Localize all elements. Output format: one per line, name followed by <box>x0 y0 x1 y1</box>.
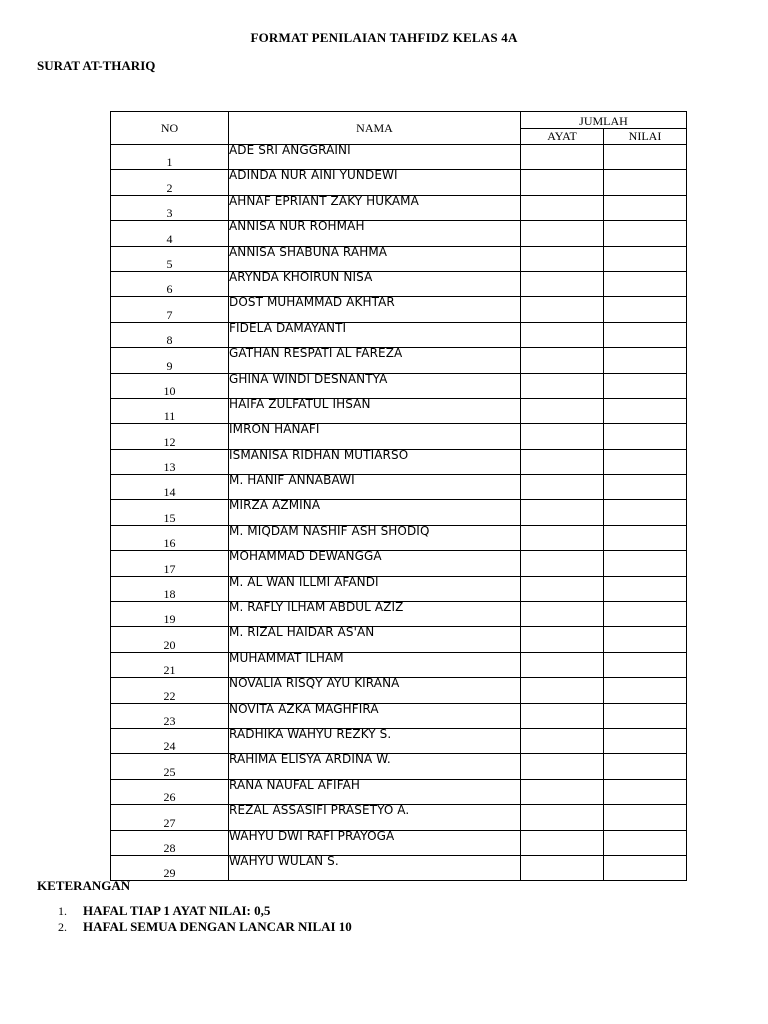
ayat-cell[interactable] <box>521 728 604 753</box>
nilai-cell[interactable] <box>604 576 687 601</box>
list-item <box>58 903 352 919</box>
row-number: 14 <box>111 475 229 500</box>
student-name-cell <box>229 728 521 753</box>
student-name: M. AL WAN ILLMI AFANDI <box>229 574 379 589</box>
nilai-cell[interactable] <box>604 602 687 627</box>
ayat-cell[interactable] <box>521 779 604 804</box>
student-name: HAIFA ZULFATUL IHSAN <box>229 396 371 411</box>
keterangan-label: KETERANGAN <box>37 878 131 893</box>
nilai-cell[interactable] <box>604 525 687 550</box>
ayat-cell[interactable] <box>521 602 604 627</box>
ayat-cell[interactable] <box>521 195 604 220</box>
ayat-cell[interactable] <box>521 221 604 246</box>
row-number: 18 <box>111 576 229 601</box>
list-item-text: HAFAL SEMUA DENGAN LANCAR NILAI 10 <box>83 919 352 934</box>
row-number: 7 <box>111 297 229 322</box>
student-name-cell <box>229 170 521 195</box>
ayat-cell[interactable] <box>521 830 604 855</box>
table-row <box>111 805 687 830</box>
table-row <box>111 424 687 449</box>
row-number: 15 <box>111 500 229 525</box>
student-name: NOVALIA RISQY AYU KIRANA <box>229 676 400 691</box>
row-number: 17 <box>111 551 229 576</box>
ayat-cell[interactable] <box>521 703 604 728</box>
table-row <box>111 221 687 246</box>
table-row <box>111 779 687 804</box>
ayat-cell[interactable] <box>521 678 604 703</box>
student-name-cell <box>229 602 521 627</box>
row-number: 23 <box>111 703 229 728</box>
student-name-cell <box>229 348 521 373</box>
student-name-cell <box>229 779 521 804</box>
ayat-cell[interactable] <box>521 475 604 500</box>
row-number: 16 <box>111 525 229 550</box>
student-name: GHINA WINDI DESNANTYA <box>229 371 388 386</box>
student-name-cell <box>229 449 521 474</box>
table-row <box>111 475 687 500</box>
nilai-cell[interactable] <box>604 475 687 500</box>
student-name: RAHIMA ELISYA ARDINA W. <box>229 752 391 767</box>
student-name: M. MIQDAM NASHIF ASH SHODIQ <box>229 523 430 538</box>
row-number: 28 <box>111 830 229 855</box>
student-name: NOVITA AZKA MAGHFIRA <box>229 701 379 716</box>
student-name: IMRON HANAFI <box>229 422 320 437</box>
header-no: NO <box>111 112 229 145</box>
ayat-cell[interactable] <box>521 500 604 525</box>
assessment-table <box>110 111 687 881</box>
row-number: 29 <box>111 855 229 880</box>
row-number: 22 <box>111 678 229 703</box>
student-name: ADE SRI ANGGRAINI <box>229 143 351 157</box>
document-title: FORMAT PENILAIAN TAHFIDZ KELAS 4A <box>250 30 518 45</box>
nilai-cell[interactable] <box>604 170 687 195</box>
ayat-cell[interactable] <box>521 855 604 880</box>
table-row <box>111 322 687 347</box>
table-row <box>111 602 687 627</box>
student-name: MIRZA AZMINA <box>229 498 321 513</box>
ayat-cell[interactable] <box>521 373 604 398</box>
table-row <box>111 271 687 296</box>
nilai-cell[interactable] <box>604 855 687 880</box>
table-row <box>111 830 687 855</box>
student-name-cell <box>229 373 521 398</box>
row-number: 27 <box>111 805 229 830</box>
row-number: 1 <box>111 145 229 170</box>
student-name: RADHIKA WAHYU REZKY S. <box>229 726 392 741</box>
student-name-cell <box>229 652 521 677</box>
ayat-cell[interactable] <box>521 322 604 347</box>
table-row <box>111 652 687 677</box>
header-nama: NAMA <box>229 112 521 145</box>
list-item-text: HAFAL TIAP 1 AYAT NILAI: 0,5 <box>83 903 271 918</box>
student-name: ISMANISA RIDHAN MUTIARSO <box>229 447 409 462</box>
table-row <box>111 728 687 753</box>
student-name: M. RAFLY ILHAM ABDUL AZIZ <box>229 600 404 615</box>
student-name: DOST MUHAMMAD AKHTAR <box>229 295 395 310</box>
ayat-cell[interactable] <box>521 348 604 373</box>
student-name-cell <box>229 855 521 880</box>
student-name-cell <box>229 576 521 601</box>
table-row <box>111 145 687 170</box>
row-number: 13 <box>111 449 229 474</box>
student-name: MUHAMMAT ILHAM <box>229 650 344 665</box>
student-name: AHNAF EPRIANT ZAKY HUKAMA <box>229 193 419 208</box>
student-name: MOHAMMAD DEWANGGA <box>229 549 382 564</box>
list-item <box>58 919 352 935</box>
row-number: 6 <box>111 271 229 296</box>
student-name-cell <box>229 297 521 322</box>
table-row <box>111 170 687 195</box>
nilai-cell[interactable] <box>604 373 687 398</box>
nilai-cell[interactable] <box>604 627 687 652</box>
student-name-cell <box>229 805 521 830</box>
table-row <box>111 551 687 576</box>
table-row <box>111 525 687 550</box>
nilai-cell[interactable] <box>604 779 687 804</box>
student-name: GATHAN RESPATI AL FAREZA <box>229 346 403 361</box>
ayat-cell[interactable] <box>521 754 604 779</box>
table-row <box>111 627 687 652</box>
nilai-cell[interactable] <box>604 221 687 246</box>
table-row <box>111 576 687 601</box>
nilai-cell[interactable] <box>604 449 687 474</box>
table-row <box>111 297 687 322</box>
ayat-cell[interactable] <box>521 424 604 449</box>
student-name-cell <box>229 246 521 271</box>
student-name-cell <box>229 424 521 449</box>
row-number: 10 <box>111 373 229 398</box>
table-row <box>111 246 687 271</box>
row-number: 26 <box>111 779 229 804</box>
nilai-cell[interactable] <box>604 754 687 779</box>
student-name: ANNISA NUR ROHMAH <box>229 219 365 234</box>
row-number: 20 <box>111 627 229 652</box>
row-number: 24 <box>111 728 229 753</box>
row-number: 9 <box>111 348 229 373</box>
student-name-cell <box>229 475 521 500</box>
ayat-cell[interactable] <box>521 246 604 271</box>
nilai-cell[interactable] <box>604 398 687 423</box>
student-name-cell <box>229 627 521 652</box>
student-name: M. RIZAL HAIDAR AS'AN <box>229 625 375 640</box>
student-name: WAHYU DWI RAFI PRAYOGA <box>229 828 395 843</box>
student-name: WAHYU WULAN S. <box>229 853 339 868</box>
table-row <box>111 195 687 220</box>
nilai-cell[interactable] <box>604 145 687 170</box>
ayat-cell[interactable] <box>521 551 604 576</box>
student-name: M. HANIF ANNABAWI <box>229 473 355 488</box>
ayat-cell[interactable] <box>521 145 604 170</box>
nilai-cell[interactable] <box>604 678 687 703</box>
student-name: RANA NAUFAL AFIFAH <box>229 777 361 792</box>
header-nilai: NILAI <box>604 129 687 145</box>
row-number: 3 <box>111 195 229 220</box>
ayat-cell[interactable] <box>521 652 604 677</box>
nilai-cell[interactable] <box>604 297 687 322</box>
ayat-cell[interactable] <box>521 627 604 652</box>
ayat-cell[interactable] <box>521 576 604 601</box>
nilai-cell[interactable] <box>604 195 687 220</box>
ayat-cell[interactable] <box>521 398 604 423</box>
student-name: FIDELA DAMAYANTI <box>229 320 347 335</box>
student-name-cell <box>229 195 521 220</box>
table-row <box>111 678 687 703</box>
nilai-cell[interactable] <box>604 728 687 753</box>
row-number: 11 <box>111 398 229 423</box>
ayat-cell[interactable] <box>521 271 604 296</box>
nilai-cell[interactable] <box>604 246 687 271</box>
nilai-cell[interactable] <box>604 500 687 525</box>
row-number: 4 <box>111 221 229 246</box>
student-name-cell <box>229 145 521 170</box>
row-number: 25 <box>111 754 229 779</box>
list-item-number: 1. <box>58 904 67 918</box>
student-name-cell <box>229 221 521 246</box>
ayat-cell[interactable] <box>521 449 604 474</box>
student-name: ARYNDA KHOIRUN NISA <box>229 269 373 284</box>
student-name: ADINDA NUR AINI YUNDEWI <box>229 168 398 183</box>
nilai-cell[interactable] <box>604 551 687 576</box>
nilai-cell[interactable] <box>604 424 687 449</box>
nilai-cell[interactable] <box>604 830 687 855</box>
header-ayat: AYAT <box>521 129 604 145</box>
table-row <box>111 500 687 525</box>
header-jumlah: JUMLAH <box>521 112 687 129</box>
table-body <box>111 145 687 881</box>
student-name-cell <box>229 322 521 347</box>
nilai-cell[interactable] <box>604 322 687 347</box>
nilai-cell[interactable] <box>604 805 687 830</box>
nilai-cell[interactable] <box>604 271 687 296</box>
table-row <box>111 373 687 398</box>
row-number: 12 <box>111 424 229 449</box>
ayat-cell[interactable] <box>521 805 604 830</box>
ayat-cell[interactable] <box>521 297 604 322</box>
row-number: 21 <box>111 652 229 677</box>
nilai-cell[interactable] <box>604 348 687 373</box>
student-name-cell <box>229 754 521 779</box>
keterangan-list <box>58 903 352 935</box>
nilai-cell[interactable] <box>604 652 687 677</box>
student-name-cell <box>229 551 521 576</box>
table-row <box>111 449 687 474</box>
row-number: 2 <box>111 170 229 195</box>
table-row <box>111 754 687 779</box>
student-name-cell <box>229 830 521 855</box>
ayat-cell[interactable] <box>521 170 604 195</box>
student-name: ANNISA SHABUNA RAHMA <box>229 244 388 259</box>
student-name-cell <box>229 500 521 525</box>
student-name-cell <box>229 271 521 296</box>
row-number: 5 <box>111 246 229 271</box>
table-row <box>111 703 687 728</box>
row-number: 19 <box>111 602 229 627</box>
student-name-cell <box>229 703 521 728</box>
row-number: 8 <box>111 322 229 347</box>
student-name: REZAL ASSASIFI PRASETYO A. <box>229 803 410 818</box>
ayat-cell[interactable] <box>521 525 604 550</box>
table-row <box>111 855 687 880</box>
nilai-cell[interactable] <box>604 703 687 728</box>
table-row <box>111 348 687 373</box>
student-name-cell <box>229 398 521 423</box>
surat-label: SURAT AT-THARIQ <box>37 58 156 73</box>
list-item-number: 2. <box>58 920 67 934</box>
table-row <box>111 398 687 423</box>
student-name-cell <box>229 525 521 550</box>
student-name-cell <box>229 678 521 703</box>
